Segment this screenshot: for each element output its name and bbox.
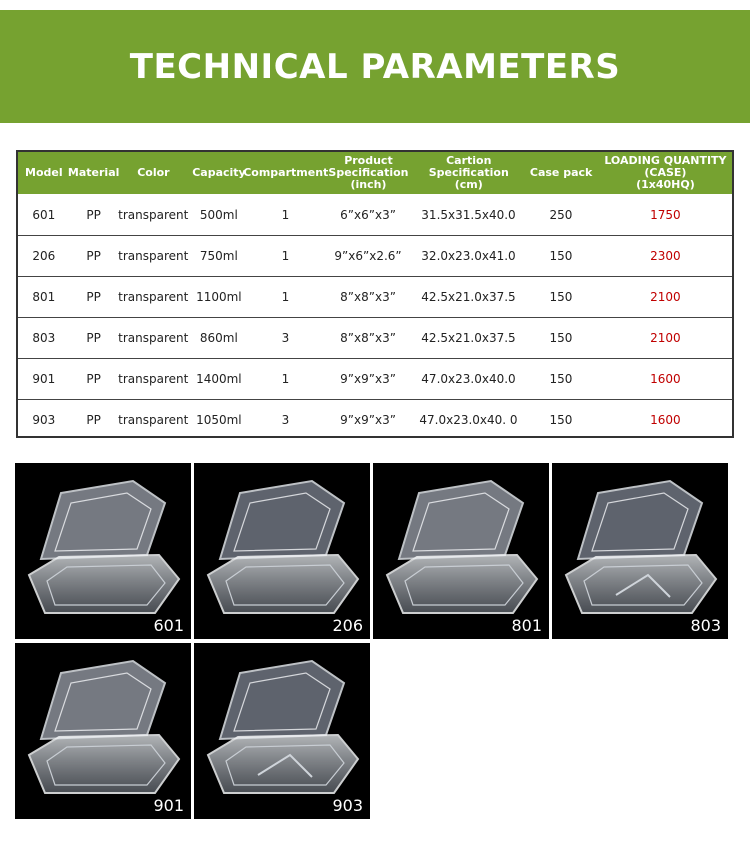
table-cell: PP — [86, 249, 101, 263]
table-cell: 1400ml — [196, 372, 242, 386]
photo-model-label: 801 — [511, 616, 542, 635]
title-banner — [0, 10, 750, 123]
column-header — [523, 152, 598, 194]
column-header-line: Compartment — [243, 166, 329, 179]
table-cell: 42.5x21.0x37.5 — [421, 331, 516, 345]
table-cell: 500ml — [199, 207, 238, 222]
loading-quantity-cell: 2300 — [650, 249, 681, 263]
column-header — [118, 152, 190, 194]
table-cell: 750ml — [199, 249, 238, 263]
column-header-line: Specification — [328, 166, 409, 179]
table-cell: 3 — [281, 331, 290, 345]
table-row — [18, 399, 732, 440]
table-row — [18, 358, 732, 399]
column-header — [18, 152, 70, 194]
product-photo — [194, 463, 370, 639]
table-cell: 47.0x23.0x40.0 — [421, 372, 516, 386]
table-cell: 1 — [281, 207, 290, 222]
column-header-line: (inch) — [350, 178, 387, 191]
table-cell: 31.5x31.5x40.0 — [421, 207, 516, 222]
photo-model-label: 901 — [153, 796, 184, 815]
photo-model-label: 601 — [153, 616, 184, 635]
photo-model-label: 803 — [690, 616, 721, 635]
table-cell: 1 — [281, 290, 290, 304]
product-photo — [373, 463, 549, 639]
table-header — [18, 152, 732, 194]
table-cell: transparent — [118, 413, 189, 427]
table-cell: 47.0x23.0x40. 0 — [419, 413, 518, 427]
table-row — [18, 194, 732, 235]
table-cell: 901 — [32, 372, 56, 386]
table-cell: 250 — [549, 207, 573, 222]
table-cell: PP — [86, 207, 101, 222]
loading-quantity-cell: 1600 — [650, 413, 681, 427]
column-header-line: (1x40HQ) — [636, 178, 695, 191]
loading-quantity-cell: 1750 — [650, 207, 681, 222]
table-cell: 150 — [549, 290, 573, 304]
product-photo — [552, 463, 728, 639]
column-header-line: Color — [137, 166, 170, 179]
column-header-line: (CASE) — [644, 166, 687, 179]
table-row — [18, 317, 732, 358]
column-header — [599, 152, 732, 194]
photo-model-label: 903 — [332, 796, 363, 815]
table-cell: 8”x8”x3” — [340, 331, 396, 345]
table-cell: 6”x6”x3” — [340, 207, 396, 222]
table-cell: 1 — [281, 249, 290, 263]
column-header-line: Cartion — [446, 154, 492, 167]
table-cell: transparent — [118, 249, 189, 263]
photo-model-label: 206 — [332, 616, 363, 635]
table-cell: 9”x9”x3” — [340, 413, 396, 427]
column-header — [189, 152, 249, 194]
table-cell: 1 — [281, 372, 290, 386]
loading-quantity-cell: 2100 — [650, 331, 681, 345]
column-header-line: Material — [67, 166, 120, 179]
table-cell: 1050ml — [196, 413, 242, 427]
column-header — [243, 152, 329, 194]
table-cell: 8”x8”x3” — [340, 290, 396, 304]
table-cell: transparent — [118, 331, 189, 345]
column-header-line: Product — [344, 154, 393, 167]
column-header-line: (cm) — [454, 178, 483, 191]
table-cell: PP — [86, 290, 101, 304]
table-cell: 1100ml — [196, 290, 242, 304]
table-cell: 42.5x21.0x37.5 — [421, 290, 516, 304]
column-header-line: Model — [25, 166, 63, 179]
table-cell: transparent — [118, 290, 189, 304]
page-title: TECHNICAL PARAMETERS — [129, 46, 621, 87]
table-cell: 150 — [549, 372, 573, 386]
table-cell: 9”x9”x3” — [340, 372, 396, 386]
column-header-line: Capacity — [192, 166, 246, 179]
column-header-line: Specification — [428, 166, 509, 179]
table-cell: 150 — [549, 331, 573, 345]
loading-quantity-cell: 2100 — [650, 290, 681, 304]
product-photo — [194, 643, 370, 819]
column-header — [414, 152, 523, 194]
table-row — [18, 276, 732, 317]
column-header-line: LOADING QUANTITY — [604, 154, 727, 167]
table-cell: PP — [86, 372, 101, 386]
table-cell: 903 — [32, 413, 56, 427]
product-photo — [15, 643, 191, 819]
table-row — [18, 235, 732, 276]
table-body — [18, 194, 732, 440]
table-cell: 150 — [549, 249, 573, 263]
table-cell: 150 — [549, 413, 573, 427]
column-header — [67, 152, 120, 194]
column-header — [323, 152, 414, 194]
table-cell: 860ml — [199, 331, 238, 345]
table-cell: 3 — [281, 413, 290, 427]
table-cell: 32.0x23.0x41.0 — [421, 249, 516, 263]
table-cell: transparent — [118, 207, 189, 222]
column-header-line: Case pack — [529, 166, 593, 179]
table-cell: transparent — [118, 372, 189, 386]
loading-quantity-cell: 1600 — [650, 372, 681, 386]
table-cell: 801 — [32, 290, 56, 304]
table-cell: 601 — [32, 207, 56, 222]
table-cell: 9”x6”x2.6” — [334, 249, 402, 263]
table-cell: PP — [86, 413, 101, 427]
table-cell: 206 — [32, 249, 56, 263]
parameters-table — [16, 150, 734, 438]
table-cell: PP — [86, 331, 101, 345]
table-cell: 803 — [32, 331, 56, 345]
product-photo — [15, 463, 191, 639]
